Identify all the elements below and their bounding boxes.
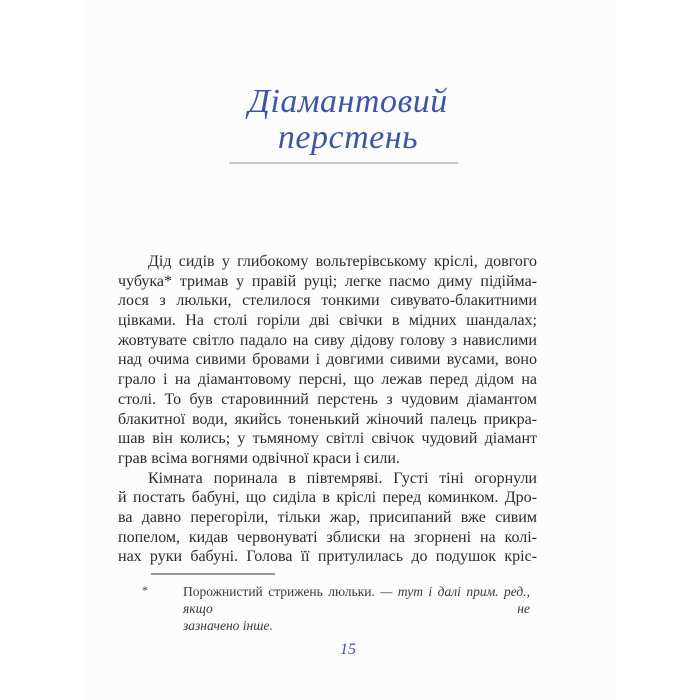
chapter-title bbox=[128, 84, 568, 156]
text-line: жовтувате світло падало на сиву дідову голову з навислими bbox=[118, 331, 537, 349]
text-line: грало і на діамантовому персні, що лежав перед дідом на bbox=[118, 371, 537, 389]
body-text bbox=[118, 252, 537, 567]
text-line: столі. То був старовинний перстень з чудовим діамантом bbox=[118, 390, 537, 408]
title-divider-rule bbox=[229, 162, 458, 164]
text-line: над очима сивими бровами і довгими сивими вусами, воно bbox=[118, 351, 537, 369]
text-line: й постать бабуні, що сиділа в кріслі перед коминком. Дро- bbox=[118, 489, 537, 507]
text-line: чубука* тримав у правій руці; легке пасмо диму підійма- bbox=[118, 272, 537, 290]
chapter-title-line1: Діамантовий bbox=[248, 83, 448, 120]
footnote bbox=[183, 584, 530, 634]
footnote-line bbox=[183, 584, 530, 618]
text-line: нах руки бабуні. Голова її притулилась до подушок кріс- bbox=[118, 548, 537, 566]
footnote-text-italic: — тут і далі прим. ред., якщо не bbox=[183, 584, 531, 616]
text-line: шав він колись; у тьмяному світлі свічок чудовий діамант bbox=[118, 430, 537, 448]
footnote-asterisk: * bbox=[142, 583, 148, 597]
text-line: цівками. На столі горіли дві свічки в мідних шандалах; bbox=[118, 312, 537, 330]
text-line: Кімната поринала в півтемряві. Густі тіні огорнули bbox=[148, 469, 537, 487]
text-line: попелом, кидав червонуваті зблиски на згорнені на колі- bbox=[118, 528, 537, 546]
text-line: лося з люльки, стелилося тонкими сивувато-блакитними bbox=[118, 292, 537, 310]
text-line: грав всіма вогнями одвічної краси і сили. bbox=[118, 449, 400, 467]
footnote-divider-rule bbox=[151, 573, 275, 575]
chapter-title-line2: перстень bbox=[277, 119, 419, 156]
footnote-line: зазначено інше. bbox=[183, 617, 273, 633]
page-number: 15 bbox=[340, 641, 356, 658]
text-line: блакитної води, якийсь тоненький жіночий палець прикра- bbox=[118, 410, 537, 428]
text-line: ва давно перегоріли, тільки жар, присипаний вже сивим bbox=[118, 508, 537, 526]
footnote-text-regular: Порожнистий стрижень люльки. bbox=[183, 584, 375, 599]
text-line: Дід сидів у глибокому вольтерівському кріслі, довгого bbox=[148, 253, 537, 270]
